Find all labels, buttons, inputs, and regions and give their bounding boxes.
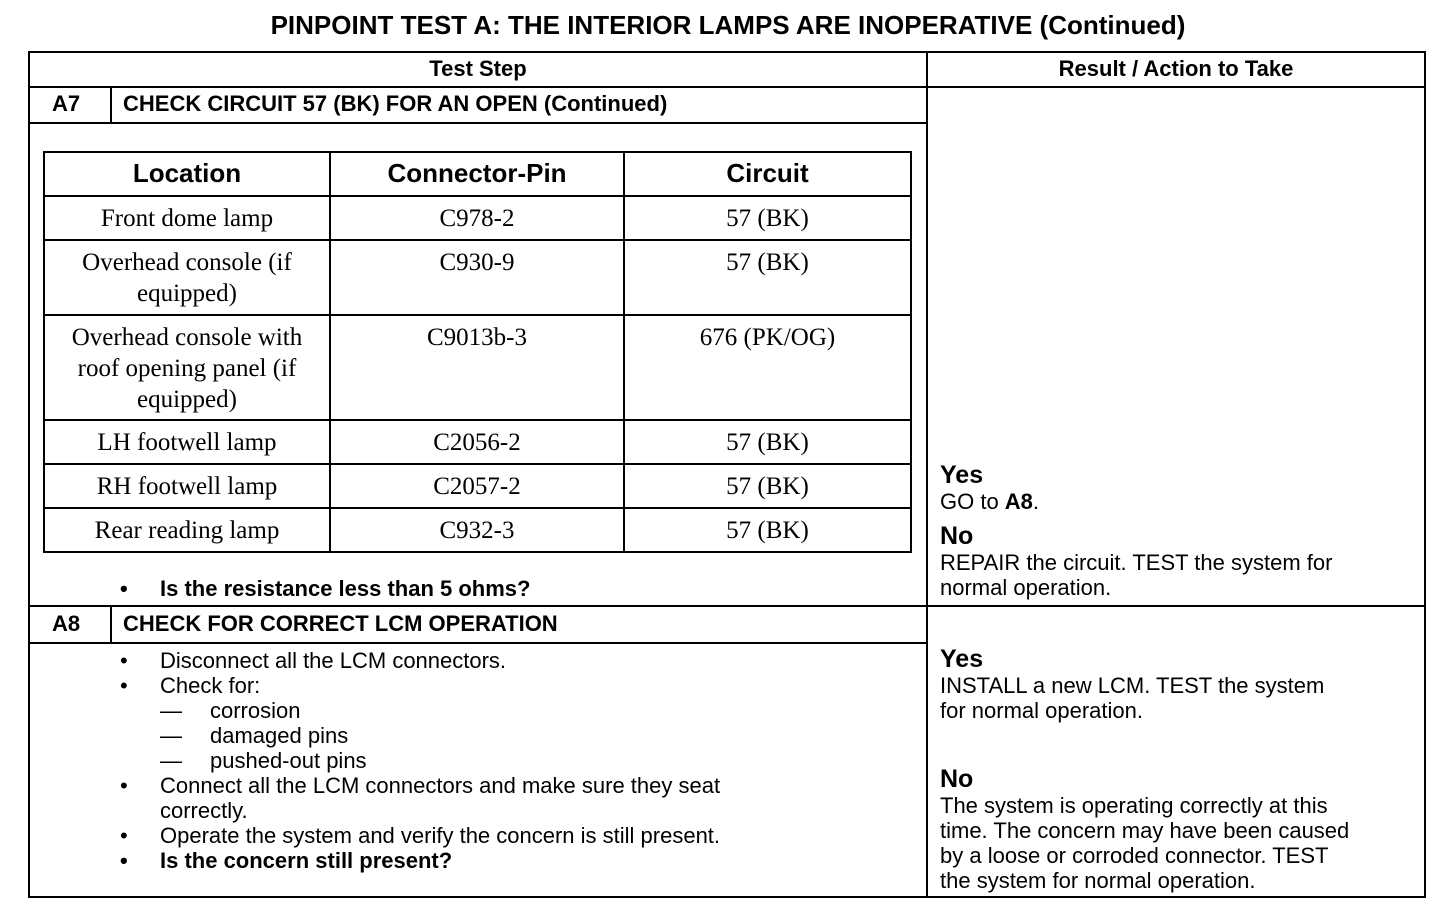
column-header: Circuit bbox=[624, 152, 911, 196]
a8-no-line: by a loose or corroded connector. TEST bbox=[940, 843, 1329, 868]
a8-question: Is the concern still present? bbox=[160, 848, 453, 873]
a8-result bbox=[940, 646, 1422, 893]
a8-step-id: A8 bbox=[52, 611, 81, 636]
a8-no-label: No bbox=[940, 765, 974, 793]
location-cell: Overhead console with roof opening panel (if equipped) bbox=[44, 315, 330, 420]
a7-yes-step-link: A8 bbox=[1004, 489, 1033, 514]
bullet-icon: • bbox=[120, 576, 128, 601]
location-cell: LH footwell lamp bbox=[44, 420, 330, 464]
bullet-icon: • bbox=[120, 648, 128, 673]
table-row bbox=[44, 464, 911, 508]
a7-id-divider bbox=[110, 86, 112, 124]
bullet-icon: • bbox=[120, 848, 128, 873]
table-row bbox=[44, 196, 911, 240]
a8-bullet bbox=[0, 773, 926, 823]
location-cell: Rear reading lamp bbox=[44, 508, 330, 552]
result-header: Result / Action to Take bbox=[1058, 56, 1294, 81]
a7-step-title: CHECK CIRCUIT 57 (BK) FOR AN OPEN (Continued) bbox=[123, 91, 668, 116]
a7-yes-label: Yes bbox=[940, 461, 984, 489]
a7-yes-text bbox=[940, 489, 1422, 514]
dash-icon: — bbox=[160, 748, 182, 773]
a8-yes-line: INSTALL a new LCM. TEST the system bbox=[940, 673, 1325, 698]
dash-icon: — bbox=[160, 723, 182, 748]
a8-bullet-text: Connect all the LCM connectors and make sure they seat bbox=[160, 773, 721, 798]
location-cell: Overhead console (if equipped) bbox=[44, 240, 330, 315]
connector-pin-cell: C978-2 bbox=[330, 196, 624, 240]
connector-pin-cell: C9013b-3 bbox=[330, 315, 624, 420]
a8-bullet-text: Disconnect all the LCM connectors. bbox=[160, 648, 507, 673]
a8-sub-item bbox=[0, 698, 926, 723]
circuit-cell: 676 (PK/OG) bbox=[624, 315, 911, 420]
connector-pin-cell: C930-9 bbox=[330, 240, 624, 315]
a8-bullet bbox=[0, 848, 926, 873]
a8-no-line: The system is operating correctly at this bbox=[940, 793, 1328, 818]
a8-sub-text: damaged pins bbox=[210, 723, 349, 748]
a8-bullet-text: correctly. bbox=[160, 798, 248, 823]
bullet-icon: • bbox=[120, 773, 128, 798]
a8-no-line: time. The concern may have been caused bbox=[940, 818, 1350, 843]
column-header: Location bbox=[44, 152, 330, 196]
dash-icon: — bbox=[160, 698, 182, 723]
column-header: Connector-Pin bbox=[330, 152, 624, 196]
a7-no-line: normal operation. bbox=[940, 575, 1112, 600]
a7-title-divider bbox=[28, 122, 928, 124]
a7-step-id: A7 bbox=[52, 91, 81, 116]
test-step-header: Test Step bbox=[429, 56, 527, 81]
a8-sub-text: pushed-out pins bbox=[210, 748, 367, 773]
circuit-cell: 57 (BK) bbox=[624, 420, 911, 464]
a8-bullet bbox=[0, 823, 926, 848]
a8-yes-line: for normal operation. bbox=[940, 698, 1143, 723]
table-row bbox=[44, 420, 911, 464]
location-cell: Front dome lamp bbox=[44, 196, 330, 240]
a7-yes-prefix: GO to bbox=[940, 489, 1005, 514]
connector-pin-cell: C2057-2 bbox=[330, 464, 624, 508]
a8-bullet bbox=[0, 648, 926, 673]
circuit-cell: 57 (BK) bbox=[624, 508, 911, 552]
a7-question: Is the resistance less than 5 ohms? bbox=[160, 576, 531, 601]
a8-sub-item bbox=[0, 748, 926, 773]
circuit-cell: 57 (BK) bbox=[624, 464, 911, 508]
a8-title-divider bbox=[28, 642, 928, 644]
column-divider bbox=[926, 51, 928, 898]
location-table bbox=[43, 151, 912, 553]
a8-id-divider bbox=[110, 605, 112, 643]
a7-no-line: REPAIR the circuit. TEST the system for bbox=[940, 550, 1333, 575]
a8-bullet-text: Check for: bbox=[160, 673, 261, 698]
bullet-icon: • bbox=[120, 823, 128, 848]
connector-pin-cell: C2056-2 bbox=[330, 420, 624, 464]
a8-sub-text: corrosion bbox=[210, 698, 301, 723]
a8-step-title: CHECK FOR CORRECT LCM OPERATION bbox=[123, 611, 558, 636]
a7-question-line bbox=[0, 576, 926, 601]
connector-pin-cell: C932-3 bbox=[330, 508, 624, 552]
table-row bbox=[44, 508, 911, 552]
page-title: PINPOINT TEST A: THE INTERIOR LAMPS ARE INOPERATIVE (Continued) bbox=[270, 10, 1186, 40]
table-header-row bbox=[44, 152, 911, 196]
a8-no-line: the system for normal operation. bbox=[940, 868, 1256, 893]
a7-result bbox=[940, 462, 1422, 600]
bullet-icon: • bbox=[120, 673, 128, 698]
location-cell: RH footwell lamp bbox=[44, 464, 330, 508]
table-row bbox=[44, 240, 911, 315]
a8-sub-item bbox=[0, 723, 926, 748]
a7-no-label: No bbox=[940, 522, 974, 550]
circuit-cell: 57 (BK) bbox=[624, 240, 911, 315]
a8-yes-label: Yes bbox=[940, 645, 984, 673]
table-row bbox=[44, 315, 911, 420]
circuit-cell: 57 (BK) bbox=[624, 196, 911, 240]
a8-bullet-text: Operate the system and verify the concern is still present. bbox=[160, 823, 721, 848]
a8-bullet bbox=[0, 673, 926, 698]
a7-yes-suffix: . bbox=[1032, 489, 1040, 514]
